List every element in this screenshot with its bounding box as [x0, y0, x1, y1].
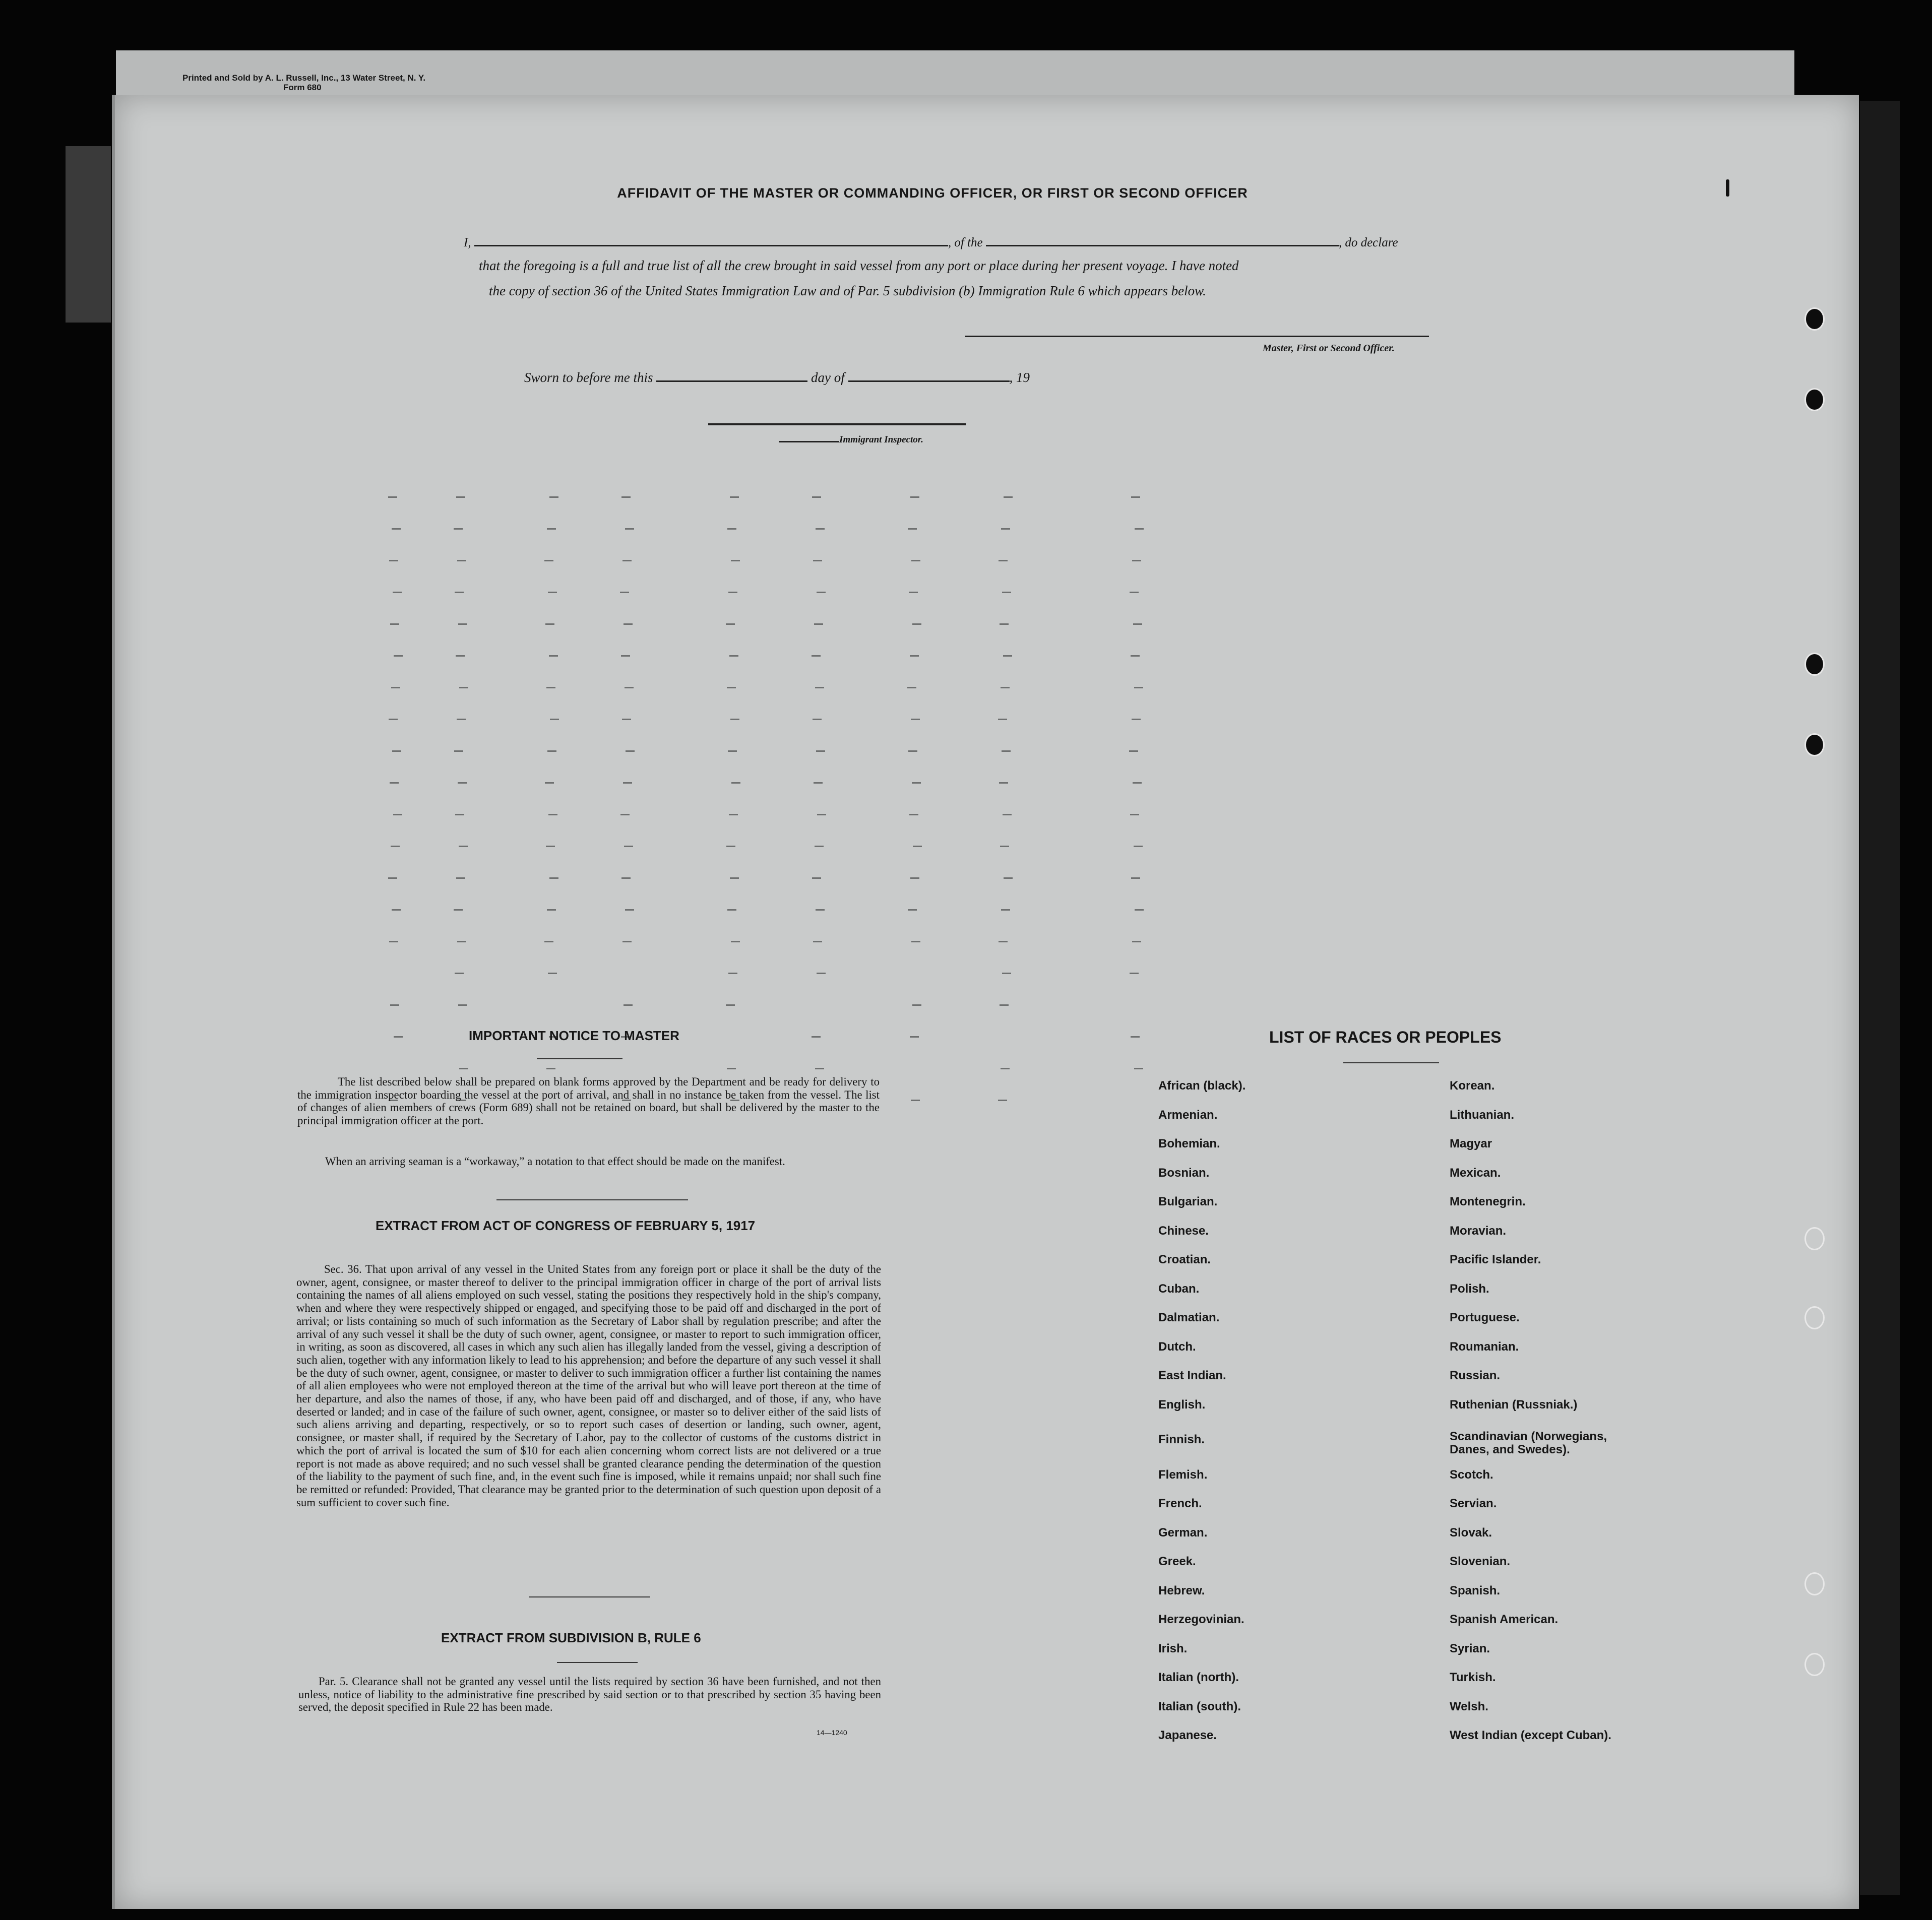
form-page [112, 95, 1859, 1909]
race-item: Herzegovinian. [1158, 1613, 1244, 1626]
bleed-dash [1133, 623, 1142, 625]
bleed-dash [909, 592, 918, 593]
bleed-dash [1002, 973, 1011, 974]
bleed-dash [621, 496, 631, 498]
bleed-dash [727, 1068, 736, 1069]
bleed-dash [546, 1068, 555, 1069]
bleed-dash [1002, 750, 1011, 752]
bleed-dash [1134, 687, 1143, 688]
race-item: Finnish. [1158, 1433, 1205, 1446]
ink-mark [1726, 179, 1729, 197]
bleed-dash [390, 623, 399, 625]
bleed-dash [727, 687, 736, 688]
bleed-dash [911, 719, 920, 720]
races-heading: LIST OF RACES OR PEOPLES [1269, 1028, 1502, 1046]
bleed-dash [391, 846, 400, 847]
binder-hole [1804, 307, 1825, 331]
bleed-dash [729, 655, 738, 657]
bleed-dash [458, 782, 467, 784]
bleed-dash [389, 560, 398, 561]
race-item: Danes, and Swedes). [1450, 1443, 1570, 1456]
bleed-dash [908, 750, 917, 752]
bleed-dash [457, 560, 466, 561]
bleed-dash [392, 528, 401, 530]
bleed-dash [1004, 877, 1013, 879]
bleed-dash [1000, 1004, 1009, 1006]
master-signature-label: Master, First or Second Officer. [1263, 343, 1395, 354]
bleed-dash [910, 496, 919, 498]
bleed-dash [1131, 877, 1140, 879]
bleed-dash [389, 941, 398, 942]
race-item: Italian (north). [1158, 1671, 1239, 1684]
bleed-dash [1130, 973, 1139, 974]
bleed-dash [625, 909, 634, 911]
race-item: Irish. [1158, 1642, 1188, 1655]
bleed-dash [812, 1036, 821, 1038]
bleed-dash [812, 496, 821, 498]
extract2-text: Par. 5. Clearance shall not be granted any vessel until the lists required by section 36 have been furnished, and not then unless, notice of liability to the administrative fine prescribed by said section or to that prescribed by section 35 having been served, the deposit specified in Rule 22 has been made. [298, 1675, 881, 1714]
right-binder-edge [1860, 101, 1900, 1895]
bleed-dash [1003, 655, 1012, 657]
bleed-dash [546, 846, 555, 847]
race-item: Bulgarian. [1158, 1195, 1218, 1208]
bleed-dash [545, 782, 554, 784]
bleed-dash [388, 496, 397, 498]
bleed-dash [1130, 592, 1139, 593]
bleed-dash [911, 560, 920, 561]
bleed-dash [454, 528, 463, 530]
races-separator [1343, 1062, 1439, 1063]
bleed-dash [1001, 1068, 1010, 1069]
race-item: Armenian. [1158, 1108, 1218, 1122]
bleed-dash [549, 877, 558, 879]
sworn-prefix: Sworn to before me this [524, 370, 653, 385]
bleed-dash [998, 1100, 1007, 1101]
bleed-dash [544, 560, 553, 561]
bleed-dash [812, 655, 821, 657]
bleed-dash [548, 973, 557, 974]
bleed-dash [912, 623, 921, 625]
bleed-dash [729, 814, 738, 815]
race-item: Greek. [1158, 1555, 1196, 1568]
bleed-dash [815, 846, 824, 847]
bleed-dash [459, 1068, 468, 1069]
bleed-dash [908, 909, 917, 911]
race-item: Scandinavian (Norwegians, [1450, 1430, 1607, 1443]
bleed-dash [1003, 814, 1012, 815]
bleed-dash [726, 623, 735, 625]
bleed-dash [1133, 782, 1142, 784]
race-item: Flemish. [1158, 1468, 1208, 1482]
printer-imprint [182, 73, 425, 92]
of-the-label: , of the [948, 236, 983, 249]
bleed-dash [816, 750, 825, 752]
bleed-dash [1135, 528, 1144, 530]
race-item: Scotch. [1450, 1468, 1493, 1482]
bleed-dash [621, 655, 630, 657]
bleed-dash [549, 496, 558, 498]
bleed-dash [812, 877, 821, 879]
bleed-dash [393, 814, 402, 815]
name-blank [474, 245, 948, 246]
bleed-dash [731, 782, 740, 784]
bleed-dash [388, 877, 397, 879]
race-item: Lithuanian. [1450, 1108, 1514, 1122]
bleed-dash [726, 846, 735, 847]
extract1-separator [496, 1199, 688, 1200]
bleed-dash [624, 623, 633, 625]
notice-separator [537, 1058, 622, 1059]
race-item: Polish. [1450, 1282, 1489, 1296]
bleed-dash [815, 687, 824, 688]
bleed-dash [390, 782, 399, 784]
bleed-dash [1131, 496, 1140, 498]
bleed-dash [731, 560, 740, 561]
bleed-dash [909, 814, 918, 815]
race-item: Hebrew. [1158, 1584, 1205, 1597]
race-item: Russian. [1450, 1369, 1501, 1382]
bleed-dash [1130, 814, 1139, 815]
printer-line: Printed and Sold by A. L. Russell, Inc., 13 Water Street, N. Y. [182, 73, 426, 83]
race-item: Croatian. [1158, 1253, 1211, 1266]
race-item: Korean. [1450, 1079, 1495, 1093]
bleed-dash [622, 941, 632, 942]
bleed-dash [623, 782, 632, 784]
bleed-dash [457, 719, 466, 720]
race-item: Spanish. [1450, 1584, 1501, 1597]
race-item: French. [1158, 1497, 1202, 1510]
bleed-dash [459, 687, 468, 688]
extract2-heading: EXTRACT FROM SUBDIVISION B, RULE 6 [441, 1630, 701, 1645]
binder-hole-open [1804, 1572, 1825, 1595]
bleed-dash [1000, 623, 1009, 625]
form-number: Form 680 [283, 83, 322, 92]
bleed-dash [454, 750, 463, 752]
bleed-dash [546, 687, 555, 688]
inspector-signature-line [708, 423, 966, 425]
bleed-dash [548, 592, 557, 593]
bleed-dash [999, 941, 1008, 942]
bleed-dash [731, 941, 740, 942]
binder-hole-open [1804, 1227, 1825, 1250]
bleed-dash [1004, 496, 1013, 498]
bleed-dash [912, 1004, 921, 1006]
affidavit-line-1 [464, 236, 1398, 250]
bleed-dash [730, 877, 739, 879]
race-item: Portuguese. [1450, 1311, 1520, 1324]
bleed-dash [621, 877, 631, 879]
race-item: Spanish American. [1450, 1613, 1559, 1626]
binder-hole [1804, 733, 1825, 756]
race-item: African (black). [1158, 1079, 1246, 1093]
left-stacked-pages [66, 146, 111, 323]
bleed-dash [910, 655, 919, 657]
bleed-dash [1001, 909, 1010, 911]
bleed-dash [998, 719, 1007, 720]
bleed-dash [454, 909, 463, 911]
bleed-dash [455, 814, 464, 815]
bleed-dash [550, 719, 559, 720]
bleed-dash [620, 814, 630, 815]
bleed-dash [545, 623, 554, 625]
bleed-dash [728, 973, 737, 974]
bleed-dash [1132, 941, 1141, 942]
bleed-dash [727, 528, 736, 530]
race-item: Syrian. [1450, 1642, 1490, 1655]
bleed-dash [1134, 1068, 1143, 1069]
bleed-dash [456, 496, 465, 498]
race-item: Japanese. [1158, 1729, 1217, 1742]
bleed-dash [622, 560, 632, 561]
bleed-dash [910, 877, 919, 879]
bleed-dash [913, 846, 922, 847]
race-item: Magyar [1450, 1137, 1492, 1150]
bleed-dash [625, 528, 634, 530]
race-item: Welsh. [1450, 1700, 1488, 1713]
bleed-dash [816, 909, 825, 911]
race-item: Slovenian. [1450, 1555, 1511, 1568]
day-of-label: day of [811, 370, 845, 385]
race-item: Ruthenian (Russniak.) [1450, 1398, 1578, 1412]
inspector-blank [779, 441, 839, 442]
bleed-dash [813, 719, 822, 720]
race-item: English. [1158, 1398, 1206, 1412]
bleed-dash [1131, 655, 1140, 657]
notice-paragraph-1: The list described below shall be prepared on blank forms approved by the Department and be ready for delivery to the immigration inspector boarding the vessel at the port of arrival, and shall in no instance be taken from the vessel. The list of changes of alien members of crews (Form 689) shall not be retained on board, but shall be delivered by the master to the principal immigration officer at the port. [297, 1075, 880, 1127]
bleed-dash [999, 560, 1008, 561]
bleed-dash [999, 782, 1008, 784]
bleed-dash [1134, 846, 1143, 847]
month-blank [848, 380, 1010, 382]
race-item: Cuban. [1158, 1282, 1200, 1296]
bleed-dash [817, 592, 826, 593]
bleed-dash [392, 750, 401, 752]
bleed-dash [814, 623, 823, 625]
race-item: Italian (south). [1158, 1700, 1241, 1713]
bleed-dash [620, 592, 629, 593]
race-item: Dutch. [1158, 1340, 1196, 1354]
race-item: Bosnian. [1158, 1166, 1210, 1180]
year-prefix: , 19 [1009, 370, 1030, 385]
footnote-code: 14—1240 [817, 1729, 847, 1737]
extract2-separator [557, 1662, 638, 1663]
bleed-dash [458, 1004, 467, 1006]
bleed-dash [726, 1004, 735, 1006]
bleed-dash [728, 750, 737, 752]
i-label: I, [464, 236, 471, 249]
race-item: German. [1158, 1526, 1208, 1540]
bleed-dash [1132, 560, 1141, 561]
race-item: Turkish. [1450, 1671, 1496, 1684]
bleed-dash [728, 592, 737, 593]
bleed-dash [730, 719, 739, 720]
bleed-dash [1131, 1036, 1140, 1038]
bleed-dash [816, 528, 825, 530]
do-declare-label: , do declare [1338, 236, 1398, 249]
bleed-dash [456, 877, 465, 879]
race-item: Montenegrin. [1450, 1195, 1526, 1208]
inspector-label-text: Immigrant Inspector. [839, 434, 923, 445]
bleed-dash [814, 782, 823, 784]
bleed-dash [813, 941, 822, 942]
bleed-dash [1002, 592, 1011, 593]
race-item: Mexican. [1450, 1166, 1501, 1180]
bleed-dash [730, 496, 739, 498]
bleed-dash [911, 1100, 920, 1101]
sworn-line [524, 370, 1030, 386]
bleed-dash [625, 687, 634, 688]
bleed-dash [391, 687, 400, 688]
bleed-dash [458, 623, 467, 625]
notice-heading: IMPORTANT NOTICE TO MASTER [469, 1028, 679, 1043]
bleed-dash [1132, 719, 1141, 720]
bleed-dash [1001, 687, 1010, 688]
bleed-dash [1135, 909, 1144, 911]
race-item: Dalmatian. [1158, 1311, 1220, 1324]
bleed-dash [817, 814, 826, 815]
bleed-dash [548, 814, 557, 815]
bleed-dash [547, 528, 556, 530]
bleed-dash [907, 687, 916, 688]
binder-hole-open [1804, 1306, 1825, 1329]
bleed-dash [547, 909, 556, 911]
race-item: Chinese. [1158, 1224, 1209, 1238]
bleed-dash [393, 592, 402, 593]
bleed-dash [547, 750, 556, 752]
extract1-heading: EXTRACT FROM ACT OF CONGRESS OF FEBRUARY 5, 1917 [376, 1218, 756, 1233]
bleed-dash [457, 941, 466, 942]
race-item: Slovak. [1450, 1526, 1492, 1540]
race-item: Pacific Islander. [1450, 1253, 1541, 1266]
bleed-dash [455, 973, 464, 974]
binder-hole [1804, 388, 1825, 411]
race-item: Servian. [1450, 1497, 1497, 1510]
bleed-dash [815, 1068, 824, 1069]
extract1-end-separator [529, 1596, 650, 1597]
affidavit-line-2: that the foregoing is a full and true list of all the crew brought in said vessel from any port or place during her present voyage. I have noted [479, 258, 1239, 273]
binder-hole [1804, 653, 1825, 676]
bleed-dash [390, 1004, 399, 1006]
bleed-dash [626, 750, 635, 752]
bleed-dash [908, 528, 917, 530]
bleed-dash [727, 909, 736, 911]
bleed-dash [549, 655, 558, 657]
bleed-dash [456, 655, 465, 657]
affidavit-line-3: the copy of section 36 of the United States Immigration Law and of Par. 5 subdivision (b) Immigration Rule 6 which appears below. [489, 283, 1206, 298]
race-item: East Indian. [1158, 1369, 1226, 1382]
bleed-dash [1001, 528, 1010, 530]
bleed-dash [622, 719, 631, 720]
bleed-dash [911, 941, 920, 942]
bleed-dash [544, 941, 553, 942]
bleed-dash [912, 782, 921, 784]
extract1-text: Sec. 36. That upon arrival of any vessel in the United States from any foreign port or place it shall be the duty of the owner, agent, consignee, or master thereof to deliver to the principal immigration officer in charge of the port of arrival lists containing the names of all aliens employed on such vessel, stating the positions they respectively hold in the ship's company, when and where they were respectively shipped or engaged, and specifying those to be paid off and discharged in the port of arrival; or lists containing so much of such information as the Secretary of Labor shall by regulation prescribe; and after the arrival of any such vessel it shall be the duty of such owner, agent, consignee, or master to report to such immigration officer, in writing, as soon as discovered, all cases in which any such alien has illegally landed from the vessel, giving a description of such alien, together with any information likely to lead to his apprehension; and before the departure of any such vessel it shall be the duty of such owner, agent, consignee, or master to deliver to such immigration officer a further list containing the names of all alien employees who were not employed thereon at the time of the arrival but who will leave port thereon at the time of her departure, and also the names of those, if any, who have been paid off and discharged, and of those, if any, who have deserted or landed; and in case of the failure of such owner, agent, consignee, or master so to deliver either of the said lists of such aliens arriving and departing, respectively, or so to report such cases of desertion or landing, such owner, agent, consignee, or master shall, if required by the Secretary of Labor, pay to the collector of customs of the customs district in which the port of arrival is located the sum of $10 for each alien concerning whom correct lists are not delivered or a true report is not made as above required; and no such vessel shall be granted clearance pending the determination of the question of the liability to the payment of such fine, and, in the event such fine is imposed, while it remains unpaid; nor shall such fine be remitted or refunded: Provided, That clearance may be granted prior to the determination of such question upon deposit of a sum sufficient to cover such fine. [296, 1263, 881, 1509]
bleed-dash [910, 1036, 919, 1038]
day-blank [656, 380, 807, 382]
bleed-dash [394, 655, 403, 657]
bleed-dash [624, 1004, 633, 1006]
vessel-blank [986, 245, 1339, 246]
bleed-dash [817, 973, 826, 974]
race-item: Moravian. [1450, 1224, 1507, 1238]
bleed-dash [459, 846, 468, 847]
binder-hole-open [1804, 1653, 1825, 1676]
notice-paragraph-2: When an arriving seaman is a “workaway,” a notation to that effect should be made on the manifest. [325, 1155, 785, 1168]
master-signature-line [965, 336, 1429, 337]
inspector-label [779, 434, 923, 445]
affidavit-title: AFFIDAVIT OF THE MASTER OR COMMANDING OFFICER, OR FIRST OR SECOND OFFICER [617, 185, 1248, 201]
race-item: West Indian (except Cuban). [1450, 1729, 1611, 1742]
bleed-dash [813, 560, 822, 561]
bleed-dash [394, 1036, 403, 1038]
race-item: Bohemian. [1158, 1137, 1220, 1150]
bleed-dash [392, 909, 401, 911]
bleed-dash [1129, 750, 1138, 752]
bleed-dash [455, 592, 464, 593]
race-item: Roumanian. [1450, 1340, 1519, 1354]
bleed-dash [1000, 846, 1009, 847]
bleed-dash [624, 846, 633, 847]
bleed-dash [389, 719, 398, 720]
